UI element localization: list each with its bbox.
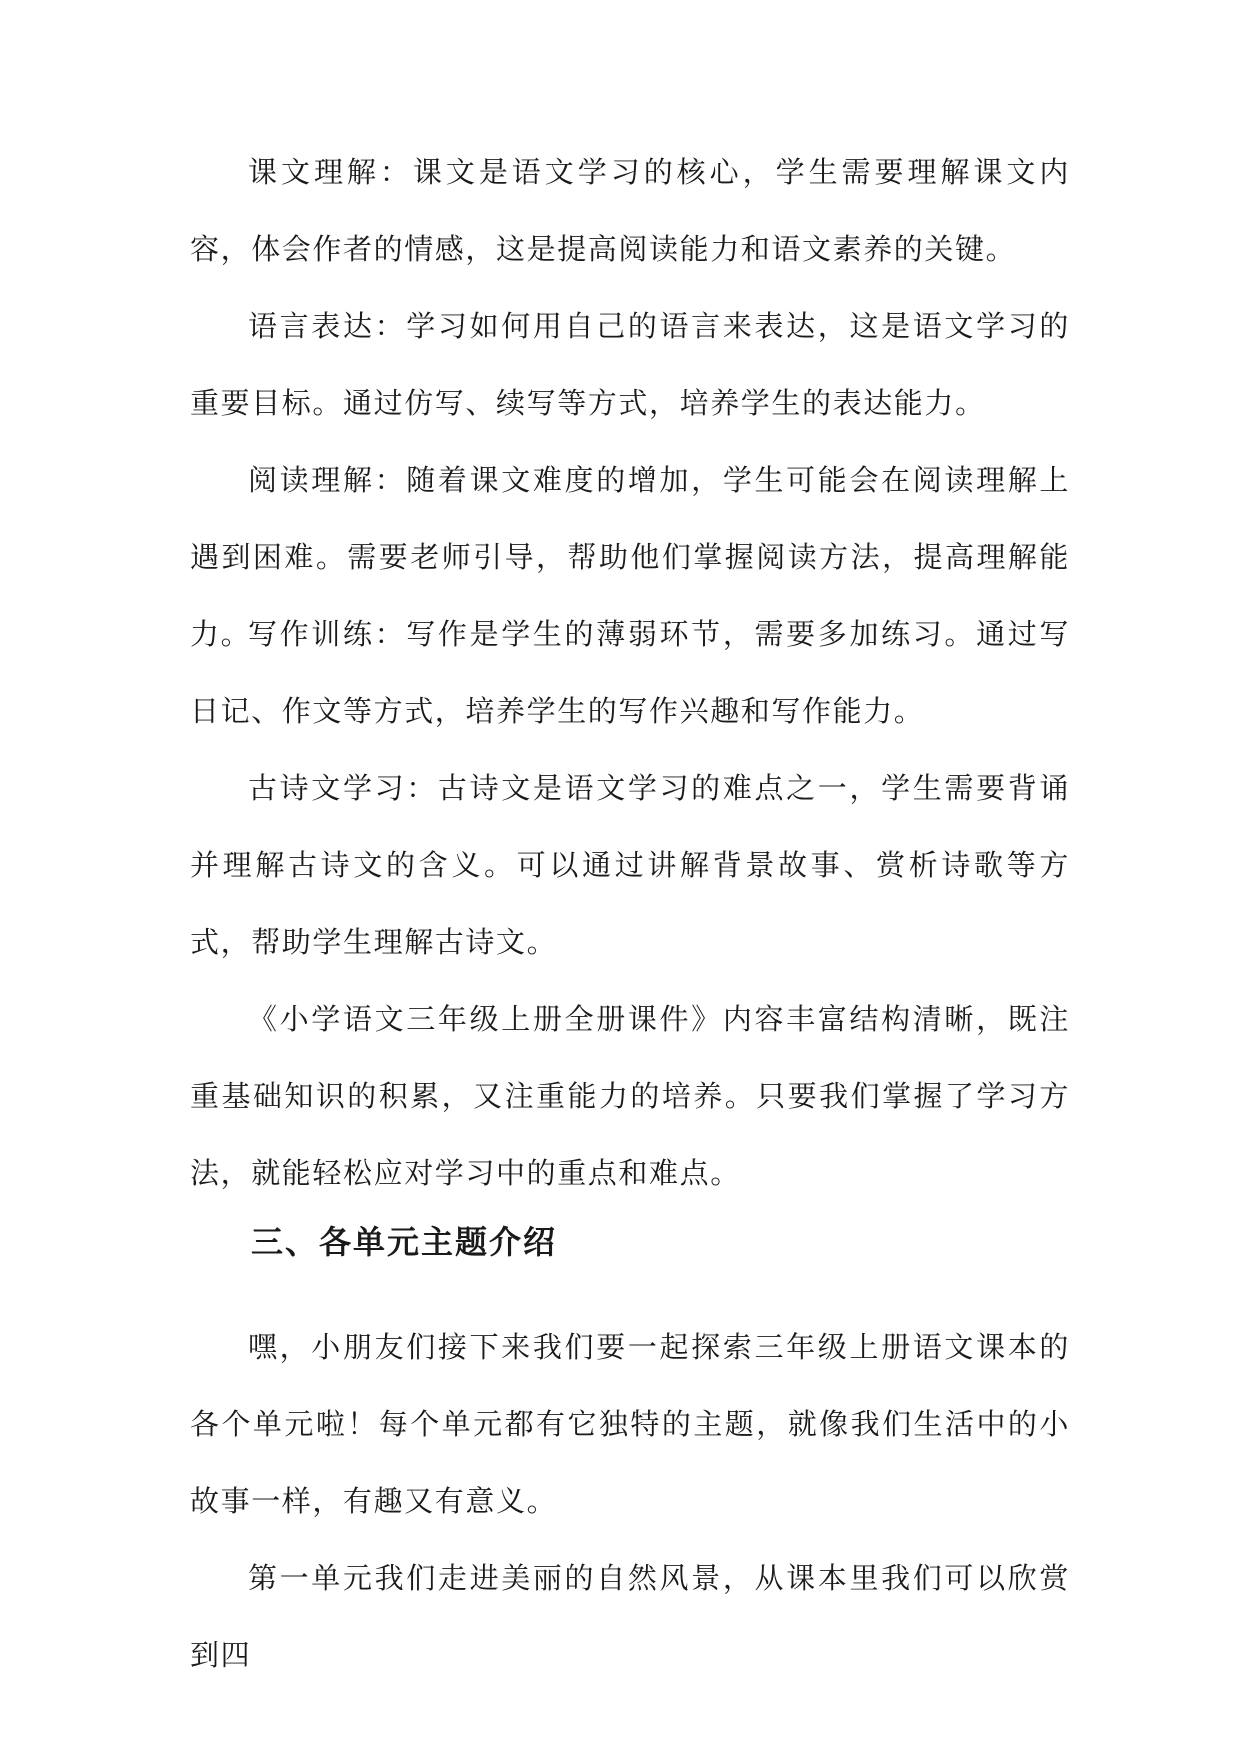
paragraph-classical-poetry: 古诗文学习：古诗文是语文学习的难点之一，学生需要背诵并理解古诗文的含义。可以通过讲解背景故事、赏析诗歌等方式，帮助学生理解古诗文。 (190, 771, 1070, 959)
paragraph-language-expression: 语言表达：学习如何用自己的语言来表达，这是语文学习的重要目标。通过仿写、续写等方式，培养学生的表达能力。 (190, 309, 1070, 420)
paragraph-writing-training: 写作训练：写作是学生的薄弱环节，需要多加练习。通过写日记、作文等方式，培养学生的写作兴趣和写作能力。 (190, 617, 1070, 728)
section-heading: 三、各单元主题介绍 (251, 1223, 558, 1261)
paragraph-unit-one: 第一单元我们走进美丽的自然风景，从课本里我们可以欣赏到四 (190, 1561, 1070, 1672)
paragraph-unit-intro: 嘿，小朋友们接下来我们要一起探索三年级上册语文课本的各个单元啦！每个单元都有它独特的主题，就像我们生活中的小故事一样，有趣又有意义。 (190, 1330, 1070, 1518)
paragraph-summary: 《小学语文三年级上册全册课件》内容丰富结构清晰，既注重基础知识的积累，又注重能力的培养。只要我们掌握了学习方法，就能轻松应对学习中的重点和难点。 (190, 1002, 1070, 1190)
paragraph-reading-comprehension: 阅读理解：随着课文难度的增加，学生可能会在阅读理解上遇到困难。需要老师引导，帮助他们掌握阅读方法，提高理解能力。 (190, 463, 1070, 651)
paragraph-text-comprehension: 课文理解：课文是语文学习的核心，学生需要理解课文内容，体会作者的情感，这是提高阅读能力和语文素养的关键。 (190, 155, 1070, 266)
